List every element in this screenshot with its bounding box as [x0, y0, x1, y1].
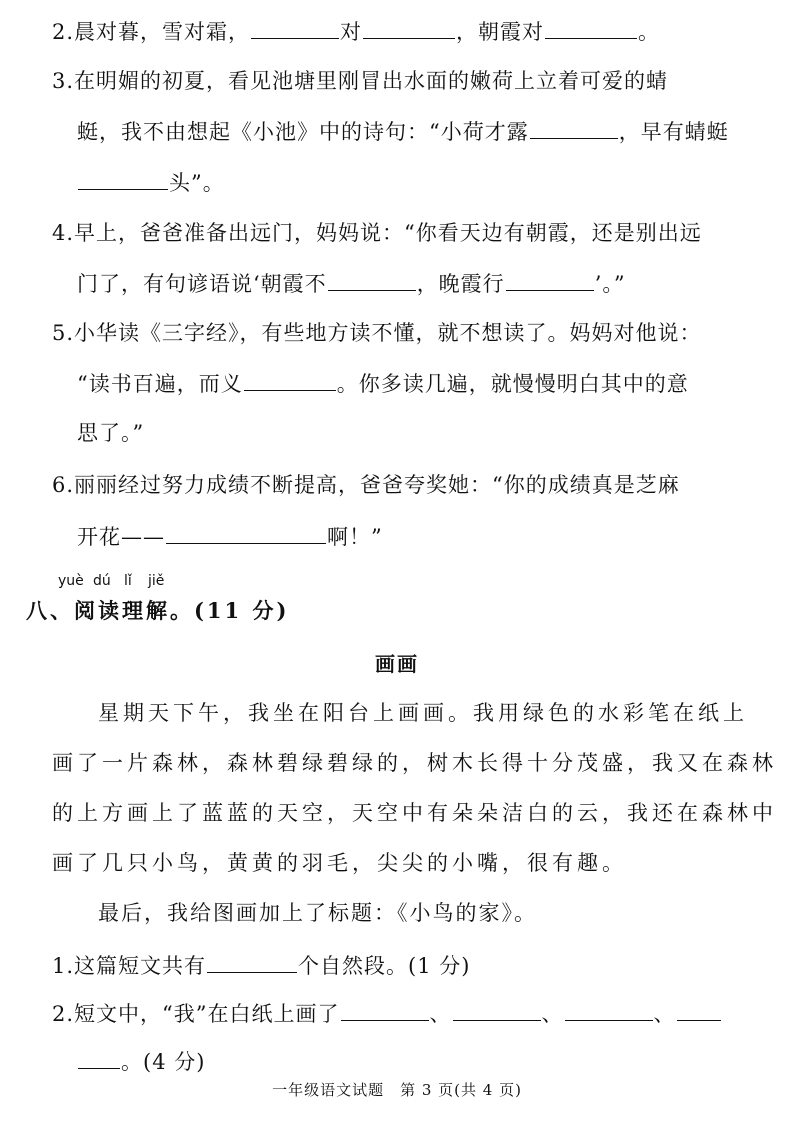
question-5-line-3: 思了。” [77, 421, 145, 445]
question-4-line-1: 4.早上，爸爸准备出远门，妈妈说：“你看天边有朝霞，还是别出远 [52, 221, 702, 245]
reading-question-1 [52, 950, 470, 981]
question-text: 晨对暮，雪对霜， [74, 20, 251, 44]
question-text: 。 [638, 20, 661, 44]
question-text: ’。” [594, 272, 626, 296]
passage-line: 星期天下午，我坐在阳台上画画。我用绿色的水彩笔在纸上 [98, 701, 748, 725]
question-2 [52, 16, 660, 47]
question-text: ，早有蜻蜓 [618, 120, 729, 144]
question-text: 开花—— [77, 525, 165, 549]
passage-title: 画画 [375, 652, 419, 676]
question-4-line-2 [77, 268, 626, 299]
answer-blank[interactable] [565, 998, 653, 1021]
separator: 、 [541, 1002, 564, 1026]
separator: 、 [653, 1002, 676, 1026]
question-text: ，朝霞对 [456, 20, 545, 44]
answer-blank[interactable] [251, 16, 339, 39]
pinyin-yue: yuè [58, 573, 84, 589]
answer-blank[interactable] [166, 521, 326, 544]
reading-question-2-line-2 [77, 1046, 205, 1077]
section-heading: 八、阅读理解。(11 分) [26, 598, 290, 623]
question-text: ，晚霞行 [416, 272, 505, 296]
answer-blank[interactable] [530, 116, 618, 139]
pinyin-li: lǐ [124, 573, 132, 589]
question-text: 1.这篇短文共有 [52, 954, 207, 978]
pinyin-jie: jiě [148, 573, 165, 589]
answer-blank[interactable] [244, 368, 336, 391]
question-6-line-1: 6.丽丽经过努力成绩不断提高，爸爸夸奖她：“你的成绩真是芝麻 [52, 473, 680, 497]
question-text: 对 [340, 20, 363, 44]
question-3-line-1: 3.在明媚的初夏，看见池塘里刚冒出水面的嫩荷上立着可爱的蜻 [52, 69, 669, 93]
answer-blank[interactable] [453, 998, 541, 1021]
answer-blank[interactable] [78, 1046, 120, 1069]
question-text: 。你多读几遍，就慢慢明白其中的意 [336, 372, 689, 396]
passage-line: 画了几只小鸟，黄黄的羽毛，尖尖的小嘴，很有趣。 [52, 851, 627, 875]
answer-blank[interactable] [363, 16, 455, 39]
question-text: 。(4 分) [121, 1050, 206, 1074]
question-3-line-3 [77, 167, 225, 198]
question-number: 2. [52, 20, 75, 44]
pinyin-du: dú [93, 573, 111, 589]
passage-line: 最后，我给图画加上了标题：《小鸟的家》。 [98, 901, 537, 925]
question-text: 蜓，我不由想起《小池》中的诗句：“小荷才露 [77, 120, 529, 144]
question-5-line-1: 5.小华读《三字经》，有些地方读不懂，就不想读了。妈妈对他说： [52, 321, 702, 345]
question-text: “读书百遍，而义 [77, 372, 243, 396]
page-footer: 一年级语文试题 第 3 页(共 4 页) [272, 1081, 522, 1099]
question-text: 啊！” [327, 525, 383, 549]
question-text: 个自然段。(1 分) [298, 954, 471, 978]
answer-blank[interactable] [677, 998, 721, 1021]
reading-question-2-line-1 [52, 998, 722, 1029]
question-5-line-2 [77, 368, 689, 399]
answer-blank[interactable] [545, 16, 637, 39]
answer-blank[interactable] [328, 268, 416, 291]
answer-blank[interactable] [506, 268, 594, 291]
passage-line: 的上方画上了蓝蓝的天空，天空中有朵朵洁白的云，我还在森林中 [52, 801, 777, 825]
question-text: 2.短文中，“我”在白纸上画了 [52, 1002, 340, 1026]
question-text: 头”。 [169, 171, 225, 195]
question-3-line-2 [77, 116, 729, 147]
answer-blank[interactable] [78, 167, 168, 190]
question-6-line-2 [77, 521, 383, 552]
question-text: 门了，有句谚语说‘朝霞不 [77, 272, 327, 296]
answer-blank[interactable] [207, 950, 297, 973]
answer-blank[interactable] [341, 998, 429, 1021]
separator: 、 [429, 1002, 452, 1026]
passage-line: 画了一片森林，森林碧绿碧绿的，树木长得十分茂盛，我又在森林 [52, 751, 777, 775]
